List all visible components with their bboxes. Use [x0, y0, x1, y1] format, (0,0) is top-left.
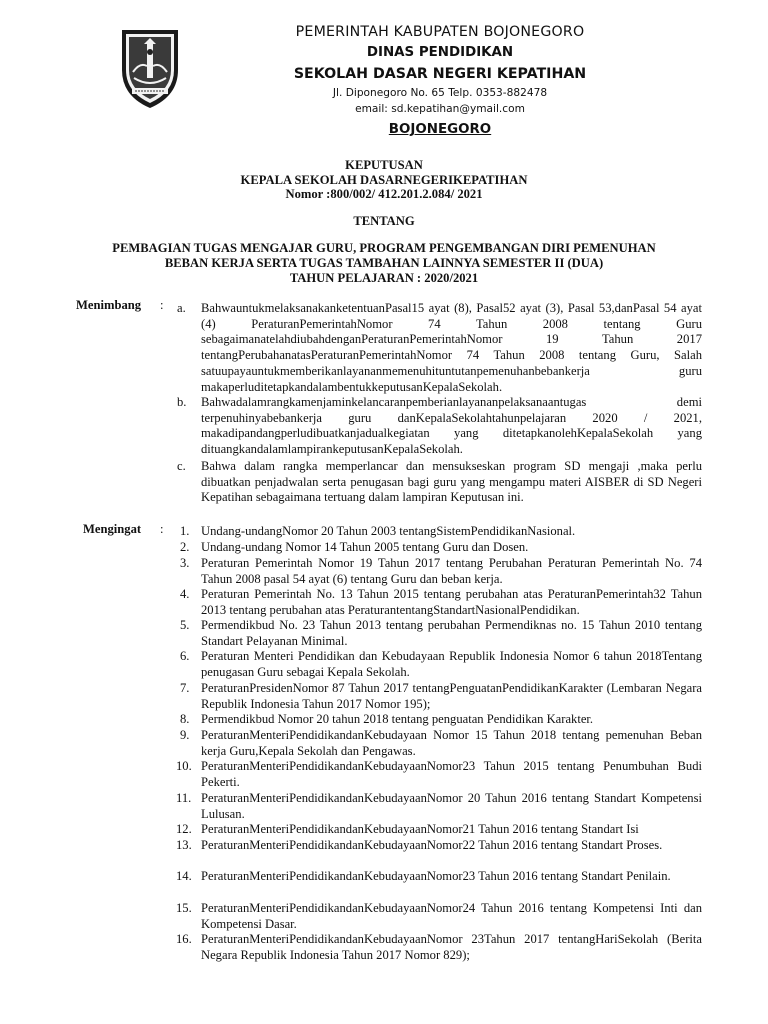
mengingat-marker: 6. [180, 649, 190, 663]
mengingat-item: Undang-undang Nomor 14 Tahun 2005 tentang Guru dan Dosen. [201, 540, 529, 554]
letterhead-department: DINAS PENDIDIKAN [366, 45, 514, 60]
menimbang-marker-a: a. [177, 301, 186, 315]
mengingat-item: PeraturanMenteriPendidikandanKebudayaanNomor21 Tahun 2016 tentang Standart Isi [201, 822, 639, 836]
mengingat-marker: 3. [180, 556, 190, 570]
mengingat-marker: 9. [180, 728, 190, 742]
decree-issuer: KEPALA SEKOLAH DASARNEGERIKEPATIHAN [240, 173, 528, 187]
mengingat-marker: 16. [176, 932, 192, 946]
mengingat-marker: 14. [176, 869, 192, 883]
mengingat-item: PeraturanMenteriPendidikandanKebudayaanNomor23 Tahun 2015 tentang Penumbuhan Budi Pekerti. [201, 759, 702, 789]
menimbang-item-c: Bahwa dalam rangka memperlancar dan mensukseskan program SD mengaji ,maka perlu dibuatkan penjadwalan serta penugasan bagi guru yang mengampu materi AISBER di SD Negeri Kepatihan sebagaimana tertuang dalam lampiran Keputusan ini. [201, 459, 702, 505]
mengingat-marker: 15. [176, 901, 192, 915]
mengingat-item: PeraturanPresidenNomor 87 Tahun 2017 tentangPenguatanPendidikanKarakter (Lembaran Negara Republik Indonesia Tahun 2017 Nomor 195); [201, 681, 702, 711]
mengingat-marker: 2. [180, 540, 190, 554]
menimbang-item-a: Bahwauntukmelaksanakanketentuan​Pasal15 ayat (8), Pasal52 ayat (3), Pasal 53,danPasal 54 ayat (4) PeraturanPemerintahNomor 74 Tahun 2008 tentang Guru sebagaimanatelahdiubahdenganPeraturanPemerintahNomor 19 Tahun 2017 tentangPerubahanatasPeraturanPemerintahNomor 74 Tahun 2008 tentang Guru, Salah satuupayauntukmemberikanlayananmemenuhituntutanpemenuhanbebankerja guru makaperluditetapkandalambentukkeputusanKepalaSekolah. [201, 301, 702, 394]
mengingat-item: PeraturanMenteriPendidikandanKebudayaanNomor 23Tahun 2017 tentangHariSekolah (Berita Negara Republik Indonesia Tahun 2017 Nomor 829); [201, 932, 702, 962]
letterhead-email: email: sd.kepatihan@ymail.com [355, 103, 525, 115]
mengingat-item: Permendikbud No. 23 Tahun 2013 tentang perubahan Permendiknas no. 15 Tahun 2010 tentang Standart Pelayanan Minimal. [201, 618, 702, 648]
decree-title: KEPUTUSAN [345, 158, 423, 172]
menimbang-label: Menimbang [76, 298, 142, 312]
decree-about: TENTANG [353, 214, 415, 228]
decree-number: Nomor :800/002/ 412.201.2.084/ 2021 [285, 187, 483, 201]
mengingat-item: PeraturanMenteriPendidikandanKebudayaan Nomor 15 Tahun 2018 tentang pemenuhan Beban kerja Guru,Kepala Sekolah dan Pengawas. [201, 728, 702, 758]
menimbang-marker-c: c. [177, 459, 186, 473]
decree-subject-line-2: BEBAN KERJA SERTA TUGAS TAMBAHAN LAINNYA SEMESTER II (DUA) [164, 256, 604, 270]
menimbang-colon: : [160, 298, 164, 312]
mengingat-item: Peraturan Pemerintah Nomor 19 Tahun 2017 tentang Perubahan Peraturan Pemerintah No. 74 Tahun 2008 pasal 54 ayat (6) tentang Guru dan beban kerja. [201, 556, 702, 586]
mengingat-marker: 12. [176, 822, 192, 836]
letterhead-school: SEKOLAH DASAR NEGERI KEPATIHAN [293, 66, 587, 82]
letterhead-city: BOJONEGORO [388, 122, 492, 137]
mengingat-marker: 7. [180, 681, 190, 695]
decree-subject-line-1: PEMBAGIAN TUGAS MENGAJAR GURU, PROGRAM PENGEMBANGAN DIRI PEMENUHAN [112, 241, 656, 255]
decree-subject-line-3: TAHUN PELAJARAN : 2020/2021 [289, 271, 479, 285]
mengingat-item: Peraturan Menteri Pendidikan dan Kebudayaan Republik Indonesia Nomor 6 tahun 2018Tentang penugasan Guru sebagai Kepala Sekolah. [201, 649, 702, 679]
mengingat-item: PeraturanMenteriPendidikandanKebudayaanNomor22 Tahun 2016 tentang Standart Proses. [201, 838, 663, 852]
mengingat-item: Undang-undangNomor 20 Tahun 2003 tentangSistemPendidikanNasional. [201, 524, 576, 538]
mengingat-item: PeraturanMenteriPendidikandanKebudayaanNomor 20 Tahun 2016 tentang Standart Kompetensi Lulusan. [201, 791, 702, 821]
mengingat-marker: 10. [176, 759, 192, 773]
mengingat-item: PeraturanMenteriPendidikandanKebudayaanNomor23 Tahun 2016 tentang Standart Penilain. [201, 869, 671, 883]
mengingat-marker: 1. [180, 524, 190, 538]
mengingat-marker: 13. [176, 838, 192, 852]
menimbang-item-b: Bahwadalamrangkamenjaminkelancaranpemberianlayananpelaksanaantugas demi terpenuhinyabebankerja guru danKepalaSekolahtahunpelajaran 2020 / 2021, makadipandangperludibuatkanjadualkegiatan yang ditetapkanolehKepalaSekolah yang dituangkandalamlampirankeputusanKepalaSekolah. [201, 395, 702, 457]
bojonegoro-crest-logo [118, 22, 182, 112]
mengingat-marker: 8. [180, 712, 190, 726]
mengingat-item: Permendikbud Nomor 20 tahun 2018 tentang penguatan Pendidikan Karakter. [201, 712, 594, 726]
letterhead-address: Jl. Diponegoro No. 65 Telp. 0353-882478 [332, 87, 548, 99]
mengingat-marker: 5. [180, 618, 190, 632]
menimbang-marker-b: b. [177, 395, 187, 409]
mengingat-marker: 11. [176, 791, 192, 805]
mengingat-label: Mengingat [83, 522, 142, 536]
letterhead-government: PEMERINTAH KABUPATEN BOJONEGORO [295, 24, 585, 40]
mengingat-item: Peraturan Pemerintah No. 13 Tahun 2015 tentang perubahan atas PeraturanPemerintah32 Tahun 2013 tentang perubahan atas PeraturantentangStandartNasionalPendidikan. [201, 587, 702, 617]
mengingat-marker: 4. [180, 587, 190, 601]
mengingat-item: PeraturanMenteriPendidikandanKebudayaanNomor24 Tahun 2016 tentang Kompetensi Inti dan Kompetensi Dasar. [201, 901, 702, 931]
mengingat-colon: : [160, 522, 164, 536]
